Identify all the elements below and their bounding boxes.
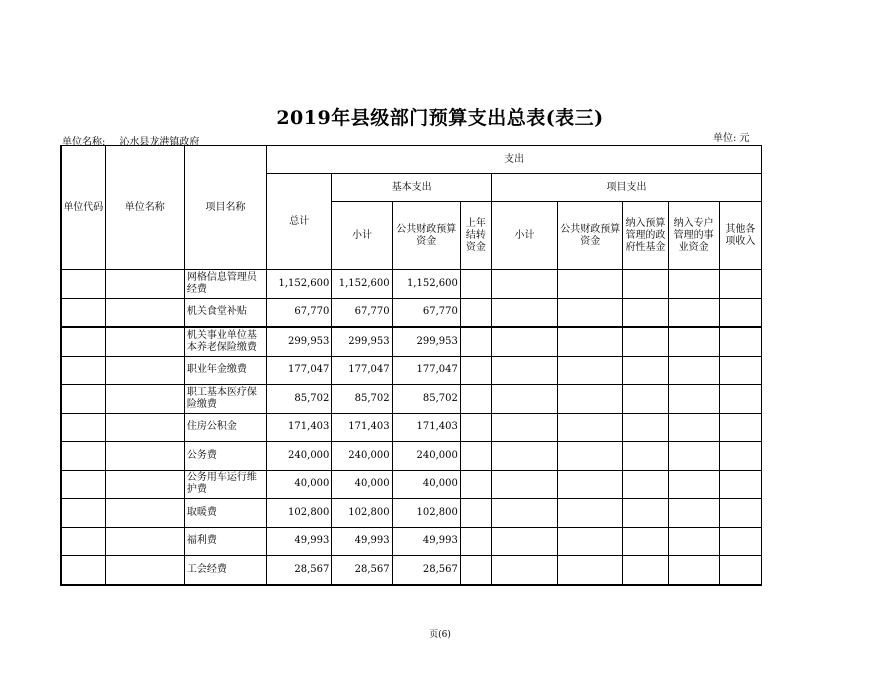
cell-empty: [623, 556, 668, 585]
cell-total: 299,953: [267, 327, 332, 356]
cell-total: 240,000: [267, 442, 332, 471]
header-special-account: 纳入专户管理的事业资金: [668, 202, 719, 270]
table-row: [61, 413, 762, 442]
cell-empty: [623, 298, 668, 327]
table-row: [61, 527, 762, 556]
header-subtotal-basic: 小计: [332, 202, 392, 270]
header-subtotal-project: 小计: [491, 202, 557, 270]
cell-empty: [558, 413, 623, 442]
cell-empty: [558, 527, 623, 556]
cell-empty: [668, 499, 719, 528]
cell-empty: [558, 442, 623, 471]
cell-empty: [491, 298, 557, 327]
cell-subtotal: 85,702: [332, 385, 392, 414]
cell-empty: [719, 413, 761, 442]
unit-name-label: 单位名称:: [62, 137, 106, 148]
cell-item-name: 住房公积金: [184, 413, 266, 442]
cell-total: 177,047: [267, 356, 332, 385]
cell-unit-code: [61, 442, 105, 471]
cell-unit-code: [61, 327, 105, 356]
unit-name-value: 沁水县龙港镇政府: [119, 137, 200, 148]
cell-public-fund: 240,000: [392, 442, 460, 471]
table-row: [61, 470, 762, 499]
cell-empty: [719, 270, 761, 299]
cell-empty: [491, 356, 557, 385]
table-row: [61, 298, 762, 327]
cell-empty: [558, 327, 623, 356]
cell-subtotal: 1,152,600: [332, 270, 392, 299]
cell-empty: [668, 327, 719, 356]
cell-empty: [460, 499, 491, 528]
cell-empty: [719, 385, 761, 414]
cell-item-name: 工会经费: [184, 556, 266, 585]
cell-empty: [623, 270, 668, 299]
budget-table: [60, 145, 762, 586]
cell-item-name: 网格信息管理员经费: [184, 270, 266, 299]
cell-public-fund: 28,567: [392, 556, 460, 585]
cell-subtotal: 102,800: [332, 499, 392, 528]
cell-subtotal: 177,047: [332, 356, 392, 385]
cell-empty: [558, 356, 623, 385]
cell-total: 28,567: [267, 556, 332, 585]
cell-subtotal: 28,567: [332, 556, 392, 585]
cell-unit-code: [61, 556, 105, 585]
cell-item-name: 取暖费: [184, 499, 266, 528]
cell-empty: [719, 327, 761, 356]
cell-public-fund: 171,403: [392, 413, 460, 442]
table-row: [61, 499, 762, 528]
cell-empty: [558, 556, 623, 585]
cell-empty: [491, 556, 557, 585]
cell-empty: [460, 413, 491, 442]
cell-empty: [460, 298, 491, 327]
cell-empty: [668, 356, 719, 385]
cell-empty: [491, 470, 557, 499]
cell-subtotal: 299,953: [332, 327, 392, 356]
cell-empty: [668, 470, 719, 499]
cell-public-fund: 1,152,600: [392, 270, 460, 299]
header-basic: 基本支出: [332, 174, 492, 202]
cell-empty: [623, 356, 668, 385]
header-gov-fund: 纳入预算管理的政府性基金: [623, 202, 668, 270]
cell-empty: [491, 327, 557, 356]
header-other-income: 其他各项收入: [719, 202, 761, 270]
cell-empty: [491, 270, 557, 299]
cell-subtotal: 240,000: [332, 442, 392, 471]
cell-item-name: 福利费: [184, 527, 266, 556]
table-row: [61, 385, 762, 414]
cell-empty: [719, 356, 761, 385]
cell-empty: [491, 385, 557, 414]
cell-empty: [668, 298, 719, 327]
cell-empty: [460, 556, 491, 585]
header-project: 项目支出: [491, 174, 761, 202]
cell-unit-code: [61, 413, 105, 442]
cell-total: 67,770: [267, 298, 332, 327]
cell-item-name: 职工基本医疗保险缴费: [184, 385, 266, 414]
header-project-name: 项目名称: [184, 146, 266, 270]
cell-unit-code: [61, 298, 105, 327]
cell-empty: [460, 527, 491, 556]
cell-empty: [668, 556, 719, 585]
cell-unit-name: [105, 470, 184, 499]
table-row: [61, 556, 762, 585]
table-row: [61, 270, 762, 299]
cell-public-fund: 67,770: [392, 298, 460, 327]
currency-unit: 单位: 元: [713, 133, 750, 144]
header-public-fund-basic: 公共财政预算资金: [392, 202, 460, 270]
header-total: 总计: [267, 174, 332, 270]
cell-empty: [558, 270, 623, 299]
cell-empty: [668, 442, 719, 471]
cell-total: 85,702: [267, 385, 332, 414]
cell-total: 40,000: [267, 470, 332, 499]
cell-total: 171,403: [267, 413, 332, 442]
header-public-fund-project: 公共财政预算资金: [558, 202, 623, 270]
header-unit-name: 单位名称: [105, 146, 184, 270]
cell-public-fund: 49,993: [392, 527, 460, 556]
cell-unit-name: [105, 499, 184, 528]
cell-empty: [719, 298, 761, 327]
cell-empty: [668, 527, 719, 556]
cell-unit-name: [105, 385, 184, 414]
cell-unit-name: [105, 556, 184, 585]
header-last-year-carry: 上年结转资金: [460, 202, 491, 270]
cell-empty: [491, 413, 557, 442]
cell-empty: [558, 499, 623, 528]
cell-public-fund: 177,047: [392, 356, 460, 385]
header-row-1: [61, 146, 762, 174]
page-number: 页(6): [429, 630, 451, 640]
cell-item-name: 机关食堂补贴: [184, 298, 266, 327]
cell-empty: [460, 470, 491, 499]
cell-unit-name: [105, 298, 184, 327]
cell-empty: [668, 413, 719, 442]
cell-total: 102,800: [267, 499, 332, 528]
cell-empty: [491, 442, 557, 471]
cell-empty: [668, 270, 719, 299]
cell-unit-code: [61, 385, 105, 414]
cell-unit-code: [61, 499, 105, 528]
cell-unit-code: [61, 470, 105, 499]
cell-unit-code: [61, 270, 105, 299]
cell-subtotal: 49,993: [332, 527, 392, 556]
cell-unit-name: [105, 413, 184, 442]
cell-empty: [719, 527, 761, 556]
cell-empty: [719, 499, 761, 528]
cell-public-fund: 40,000: [392, 470, 460, 499]
table-row: [61, 356, 762, 385]
cell-empty: [460, 356, 491, 385]
cell-item-name: 机关事业单位基本养老保险缴费: [184, 327, 266, 356]
cell-empty: [668, 385, 719, 414]
cell-empty: [623, 327, 668, 356]
cell-empty: [558, 470, 623, 499]
cell-public-fund: 85,702: [392, 385, 460, 414]
cell-unit-code: [61, 527, 105, 556]
cell-empty: [623, 499, 668, 528]
header-expenditure: 支出: [267, 146, 762, 174]
header-unit-code: 单位代码: [61, 146, 105, 270]
cell-empty: [558, 385, 623, 414]
cell-empty: [719, 442, 761, 471]
cell-total: 49,993: [267, 527, 332, 556]
table-row: [61, 442, 762, 471]
cell-item-name: 公务费: [184, 442, 266, 471]
cell-empty: [460, 442, 491, 471]
cell-unit-name: [105, 527, 184, 556]
cell-empty: [623, 527, 668, 556]
cell-empty: [460, 270, 491, 299]
cell-unit-name: [105, 270, 184, 299]
cell-item-name: 公务用车运行维护费: [184, 470, 266, 499]
cell-empty: [623, 413, 668, 442]
cell-item-name: 职业年金缴费: [184, 356, 266, 385]
cell-empty: [719, 470, 761, 499]
cell-unit-name: [105, 327, 184, 356]
cell-empty: [460, 327, 491, 356]
cell-empty: [623, 470, 668, 499]
cell-empty: [558, 298, 623, 327]
cell-subtotal: 171,403: [332, 413, 392, 442]
cell-subtotal: 40,000: [332, 470, 392, 499]
cell-empty: [623, 442, 668, 471]
cell-empty: [623, 385, 668, 414]
cell-unit-name: [105, 356, 184, 385]
cell-empty: [460, 385, 491, 414]
cell-empty: [491, 527, 557, 556]
cell-unit-code: [61, 356, 105, 385]
table-row: [61, 327, 762, 356]
cell-total: 1,152,600: [267, 270, 332, 299]
cell-empty: [491, 499, 557, 528]
page-title: 2019年县级部门预算支出总表(表三): [276, 107, 604, 129]
cell-empty: [719, 556, 761, 585]
cell-public-fund: 102,800: [392, 499, 460, 528]
cell-unit-name: [105, 442, 184, 471]
cell-public-fund: 299,953: [392, 327, 460, 356]
cell-subtotal: 67,770: [332, 298, 392, 327]
